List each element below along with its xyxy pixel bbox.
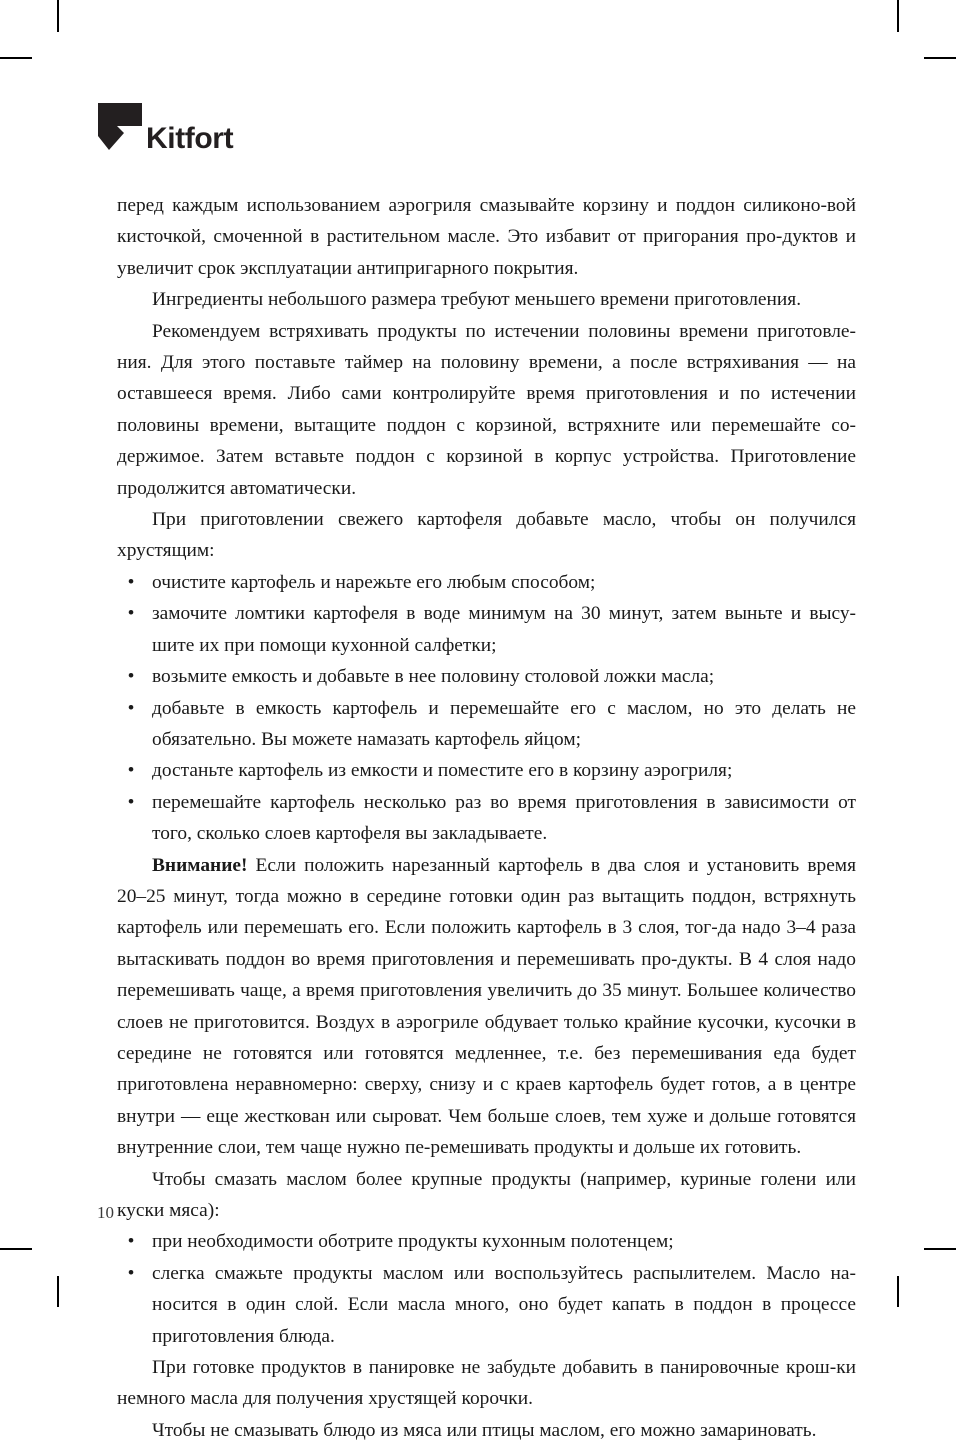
list-item — [117, 1258, 856, 1352]
page-number: 10 — [97, 1203, 114, 1222]
brand-logo — [98, 103, 233, 155]
bullet-icon: • — [127, 571, 135, 593]
list-item-text: возьмите емкость и добавьте в нее половину столовой ложки масла; — [152, 666, 715, 688]
paragraph: Чтобы смазать маслом более крупные продукты (например, куриные голени или куски мяса): — [117, 1168, 856, 1221]
paragraph: Рекомендуем встряхивать продукты по истечении половины времени приготовле-ния. Для этого поставьте таймер на половину времени, а после встряхивания — на оставшееся время. Либо сами контролируйте время приготовления и по истечении половины времени, вытащите поддон с корзиной, встряхните или перемешайте со-держимое. Затем вставьте поддон с корзиной в корпус устройства. Приготовление продолжится автоматически. — [117, 320, 856, 499]
paragraph: Чтобы не смазывать блюдо из мяса или птицы маслом, его можно замариновать. — [152, 1419, 817, 1441]
greasing-instruction-list — [117, 1226, 856, 1352]
list-item-text: достаньте картофель из емкости и поместите его в корзину аэрогриля; — [152, 760, 733, 782]
list-item — [117, 693, 856, 756]
bullet-icon: • — [127, 603, 135, 625]
crop-mark-bottom-left-vertical — [57, 1276, 59, 1307]
list-item-text: добавьте в емкость картофель и перемешайте его с маслом, но это делать не обязательно. Вы можете намазать картофель яйцом; — [152, 697, 856, 750]
crop-mark-top-right-vertical — [897, 0, 899, 32]
potato-instruction-list — [117, 567, 856, 850]
bullet-icon: • — [127, 791, 135, 813]
list-item — [117, 755, 856, 786]
attention-body: Если положить нарезанный картофель в два слоя и установить время 20–25 минут, тогда можно в середине готовки один раз вытащить поддон, встряхнуть картофель или перемешать его. Если положить картофель в 3 слоя, тог-да надо 3–4 раза вытаскивать поддон во время приготовления и перемешивать про-дукты. В 4 слоя надо перемешивать чаще, а время приготовления увеличить до 35 минут. Большее количество слоев не приготовится. Воздух в аэрогриле обдувает только крайние кусочки, кусочки в середине не готовятся или готовятся медленнее, т.е. без перемешивания еда будет приготовлена неравномерно: сверху, снизу и с краев картофель будет готов, а в центре внутри — еще жесткован или сыроват. Чем больше слоев, тем хуже и дольше готовятся внутренние слои, тем чаще нужно пе-ремешивать продукты и дольше их готовить. — [117, 854, 856, 1159]
paragraph: При приготовлении свежего картофеля добавьте масло, чтобы он получился хрустящим: — [117, 509, 856, 562]
attention-paragraph — [117, 850, 856, 1164]
bullet-icon: • — [127, 1231, 135, 1253]
crop-mark-bottom-right-horizontal — [924, 1248, 956, 1250]
list-item — [117, 567, 856, 598]
crop-mark-top-left-horizontal — [0, 57, 32, 59]
crop-mark-bottom-left-horizontal — [0, 1248, 32, 1250]
brand-name: Kitfort — [146, 122, 234, 155]
crop-mark-bottom-right-vertical — [897, 1276, 899, 1307]
list-item-text: замочите ломтики картофеля в воде минимум на 30 минут, затем выньте и высу-шите их при помощи кухонной салфетки; — [152, 603, 856, 656]
list-item — [117, 1226, 856, 1257]
list-item-text: при необходимости оботрите продукты кухонным полотенцем; — [152, 1231, 674, 1253]
paragraph: Ингредиенты небольшого размера требуют меньшего времени приготовления. — [152, 289, 802, 311]
list-item — [117, 598, 856, 661]
paragraph: При готовке продуктов в панировке не забудьте добавить в панировочные крош-ки немного масла для получения хрустящей корочки. — [117, 1357, 856, 1410]
list-item — [117, 787, 856, 850]
list-item-text: очистите картофель и нарежьте его любым способом; — [152, 571, 596, 593]
attention-lead: Внимание! — [152, 854, 248, 876]
crop-mark-top-right-horizontal — [924, 57, 956, 59]
crop-mark-top-left-vertical — [57, 0, 59, 32]
list-item-text: перемешайте картофель несколько раз во время приготовления в зависимости от того, сколько слоев картофеля вы закладываете. — [152, 791, 856, 845]
bullet-icon: • — [127, 666, 135, 688]
kitfort-flag-logo-icon — [98, 103, 142, 155]
list-item — [117, 661, 856, 692]
paragraph: перед каждым использованием аэрогриля смазывайте корзину и поддон силиконо-вой кисточкой, смоченной в растительном масле. Это избавит от пригорания про-дуктов и увеличит срок эксплуатации антипригарного покрытия. — [117, 195, 856, 279]
bullet-icon: • — [127, 1262, 135, 1284]
list-item-text: слегка смажьте продукты маслом или воспользуйтесь распылителем. Масло на-носится в один слой. Если масла много, оно будет капать в поддон в процессе приготовления блюда. — [152, 1262, 856, 1347]
bullet-icon: • — [127, 760, 135, 782]
page-body — [117, 190, 856, 1446]
bullet-icon: • — [127, 697, 135, 719]
